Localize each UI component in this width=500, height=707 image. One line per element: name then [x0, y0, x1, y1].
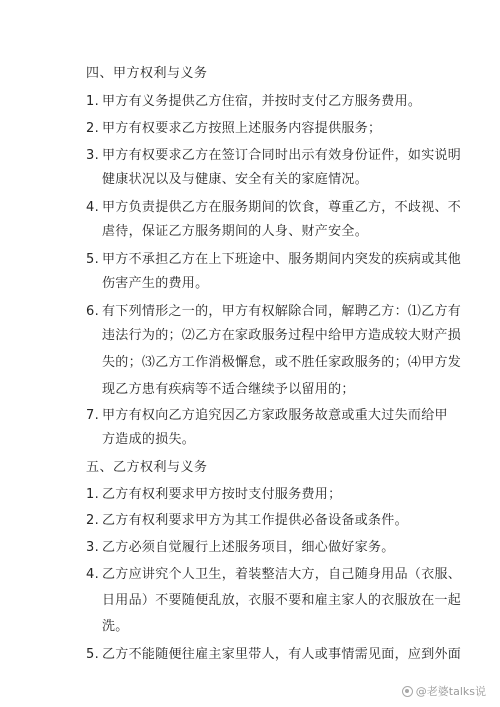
s4-item-7-line-1: 7. 甲方有权向乙方追究因乙方家政服务故意或重大过失而给甲: [86, 408, 448, 423]
s5-item-2-line-1: 2. 乙方有权利要求甲方为其工作提供必备设备或条件。: [86, 513, 408, 528]
s4-item-3-line-1: 3. 甲方有权要求乙方在签订合同时出示有效身份证件，如实说明: [86, 148, 462, 163]
watermark-text: @老婆talks说: [415, 685, 486, 698]
circle-logo-icon: [402, 686, 413, 697]
section-5-title: 五、乙方权利与义务: [86, 460, 208, 475]
s4-item-6-line-3: 失的；⑶乙方工作消极懈怠，或不胜任家政服务的；⑷甲方发: [102, 355, 462, 370]
s4-item-4-line-2: 虐待，保证乙方服务期间的人身、财产安全。: [102, 224, 369, 239]
s4-item-3-line-2: 健康状况以及与健康、安全有关的家庭情况。: [102, 172, 369, 187]
section-4-title: 四、甲方权利与义务: [86, 66, 208, 81]
s5-item-3-line-1: 3. 乙方必须自觉履行上述服务项目，细心做好家务。: [86, 540, 395, 555]
s4-item-1-line-1: 1. 甲方有义务提供乙方住宿，并按时支付乙方服务费用。: [86, 94, 422, 109]
s4-item-6-line-2: 违法行为的；⑵乙方在家政服务过程中给甲方造成较大财产损: [102, 328, 462, 343]
s4-item-4-line-1: 4. 甲方负责提供乙方在服务期间的饮食，尊重乙方，不歧视、不: [86, 200, 462, 215]
s5-item-4-line-1: 4. 乙方应讲究个人卫生，着装整洁大方，自己随身用品（衣服、: [86, 567, 462, 582]
s4-item-6-line-4: 现乙方患有疾病等不适合继续予以留用的；: [102, 382, 355, 397]
s5-item-5-line-1: 5. 乙方不能随便往雇主家里带人，有人或事情需见面，应到外面: [86, 647, 462, 662]
s4-item-7-line-2: 方造成的损失。: [102, 432, 196, 447]
s4-item-5-line-2: 伤害产生的费用。: [102, 276, 209, 291]
s5-item-4-line-3: 洗。: [102, 619, 129, 634]
s4-item-2-line-1: 2. 甲方有权要求乙方按照上述服务内容提供服务；: [86, 121, 382, 136]
s4-item-6-line-1: 6. 有下列情形之一的，甲方有权解除合同，解聘乙方：⑴乙方有: [86, 304, 462, 319]
s5-item-1-line-1: 1. 乙方有权利要求甲方按时支付服务费用；: [86, 487, 342, 502]
watermark: [402, 683, 486, 699]
s4-item-5-line-1: 5. 甲方不承担乙方在上下班途中、服务期间内突发的疾病或其他: [86, 252, 462, 267]
s5-item-4-line-2: 日用品）不要随便乱放，衣服不要和雇主家人的衣服放在一起: [102, 593, 462, 608]
